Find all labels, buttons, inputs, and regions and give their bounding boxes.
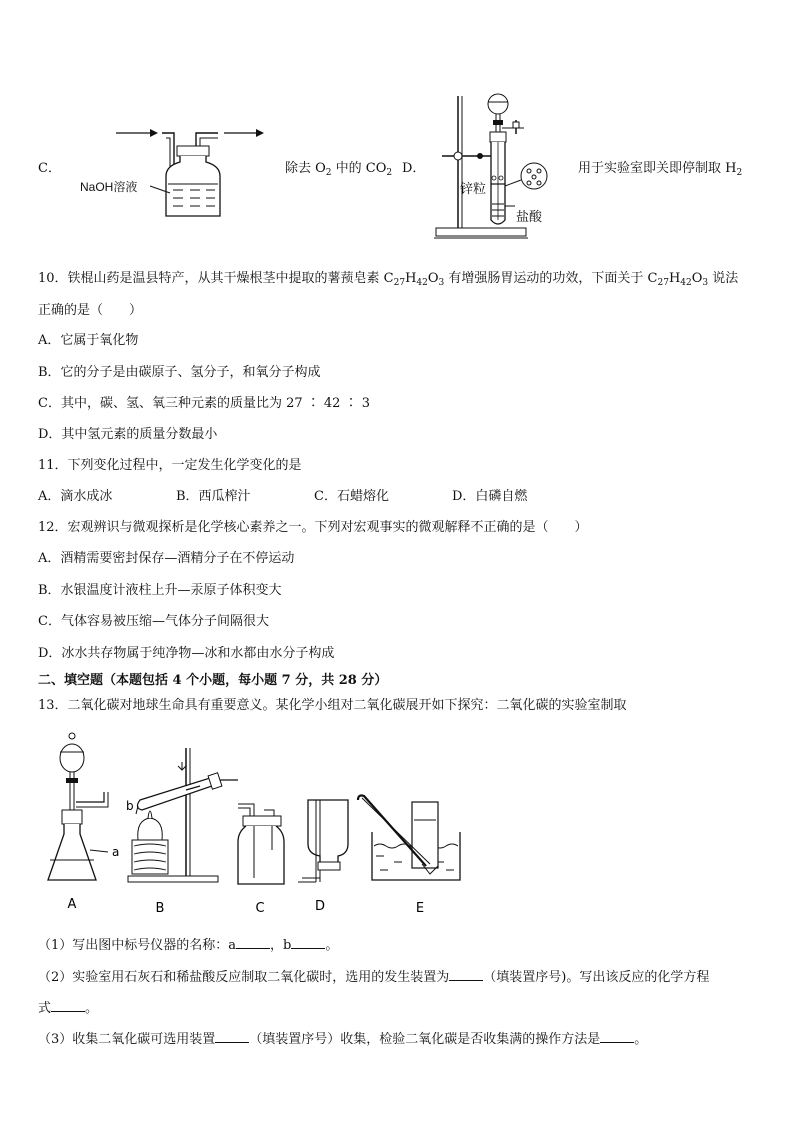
zinc-granule-label: 锌粒 <box>460 181 487 196</box>
answer-blank-method[interactable] <box>600 1030 634 1043</box>
label-b-caption: B <box>155 901 165 916</box>
q13-sub1: （1）写出图中标号仪器的名称：a ，b 。 <box>38 938 339 953</box>
q10-stem-line2: 正确的是（ ） <box>38 303 143 318</box>
option-d-letter: D． <box>402 161 426 176</box>
apparatus-b <box>128 748 238 882</box>
q12-option-b: B．水银温度计液柱上升—汞原子体积变大 <box>38 583 282 598</box>
label-a-caption: A <box>67 897 77 912</box>
q13-sub2-line2: 式 。 <box>38 1001 99 1016</box>
option-d-purpose: 用于实验室即关即停制取 $H_2$ <box>578 161 743 178</box>
co2-apparatus-figure <box>40 730 480 920</box>
label-c-caption: C <box>255 901 265 916</box>
q11-option-d: D．白磷自燃 <box>452 489 528 504</box>
gas-washing-bottle-figure <box>78 118 278 228</box>
q13-sub3: （3）收集二氧化碳可选用装置 （填装置序号）收集，检验二氧化碳是否收集满的操作方法是 。 <box>38 1032 648 1047</box>
q13-stem: 13．二氧化碳对地球生命具有重要意义。某化学小组对二氧化碳展开如下探究：二氧化碳的实验室制取 <box>38 698 627 713</box>
label-b-instrument: b <box>126 799 134 813</box>
hydrogen-generator-figure <box>430 92 570 242</box>
apparatus-e <box>358 796 460 881</box>
apparatus-c <box>238 804 284 884</box>
q12-option-d: D．冰水共存物属于纯净物—冰和水都由水分子构成 <box>38 646 335 661</box>
hydrochloric-acid-label: 盐酸 <box>516 209 543 224</box>
apparatus-a <box>48 733 108 880</box>
q12-option-c: C．气体容易被压缩—气体分子间隔很大 <box>38 614 269 629</box>
answer-blank-collect[interactable] <box>215 1030 249 1043</box>
label-e-caption: E <box>415 901 425 916</box>
q10-option-a: A．它属于氧化物 <box>38 333 139 348</box>
q10-option-d: D．其中氢元素的质量分数最小 <box>38 427 218 442</box>
option-c-letter: C． <box>38 161 61 176</box>
label-d-caption: D <box>314 899 326 914</box>
answer-blank-b[interactable] <box>291 936 325 949</box>
option-c-purpose: 除去 $O_2$ 中的 $CO_2$ <box>285 161 393 178</box>
q10-stem-line1: 10．铁棍山药是温县特产，从其干燥根茎中提取的薯蓣皂素 $C_{27}H_{42}O_3$ 有增强肠胃运动的功效，下面关于 $C_{27}H_{42}O_3$ 说法 <box>38 271 739 288</box>
q12-stem: 12．宏观辨识与微观探析是化学核心素养之一。下列对宏观事实的微观解释不正确的是（ ） <box>38 520 588 535</box>
q11-option-a: A．滴水成冰 <box>38 489 113 504</box>
naoh-solution-label: NaOH溶液 <box>80 180 138 194</box>
apparatus-d <box>298 800 348 882</box>
q10-option-b: B．它的分子是由碳原子、氢分子，和氧分子构成 <box>38 365 321 380</box>
q13-sub2-line1: （2）实验室用石灰石和稀盐酸反应制取二氧化碳时，选用的发生装置为 （填装置序号)。写出该反应的化学方程 <box>38 970 710 985</box>
label-a-instrument: a <box>112 845 120 859</box>
answer-blank-a[interactable] <box>236 936 270 949</box>
q11-option-b: B．西瓜榨汁 <box>176 489 251 504</box>
q11-stem: 11．下列变化过程中，一定发生化学变化的是 <box>38 458 302 473</box>
answer-blank-equation[interactable] <box>51 999 85 1012</box>
q10-option-c: C．其中，碳、氢、氧三种元素的质量比为 27 ∶ 42 ∶ 3 <box>38 396 370 411</box>
q11-option-c: C．石蜡熔化 <box>314 489 389 504</box>
q12-option-a: A．酒精需要密封保存—酒精分子在不停运动 <box>38 551 295 566</box>
answer-blank-device[interactable] <box>449 968 483 981</box>
section-2-heading: 二、填空题（本题包括 4 个小题，每小题 7 分，共 28 分） <box>38 673 388 688</box>
